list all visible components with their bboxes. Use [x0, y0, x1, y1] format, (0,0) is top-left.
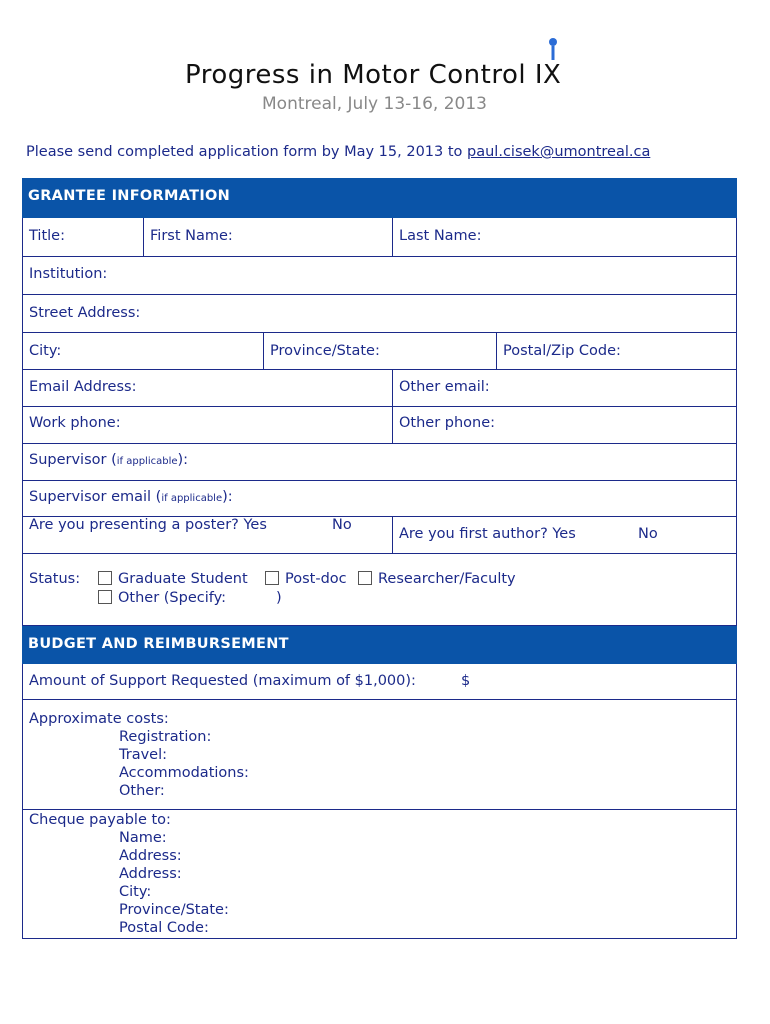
poster-no-option[interactable]: No	[332, 517, 352, 533]
status-option-graduate[interactable]	[98, 571, 248, 587]
researcher-label: Researcher/Faculty	[378, 571, 516, 587]
cheque-postal-code: Postal Code:	[119, 920, 209, 936]
logo-figure-icon	[545, 36, 561, 62]
phone-row	[22, 407, 737, 444]
email-field[interactable]	[23, 370, 392, 406]
city-label: City:	[29, 343, 62, 359]
instructions-text: Please send completed application form by May 15, 2013 to	[26, 144, 468, 160]
cheque-label: Cheque payable to:	[29, 812, 171, 828]
researcher-checkbox[interactable]	[358, 571, 372, 585]
street-address-label: Street Address:	[29, 305, 141, 321]
cheque-section[interactable]	[22, 810, 737, 939]
supervisor-note: if applicable	[116, 456, 178, 467]
contact-email-link[interactable]: paul.cisek@umontreal.ca	[467, 144, 651, 160]
cost-registration: Registration:	[119, 729, 212, 745]
supervisor-email-label	[29, 489, 233, 505]
amount-field[interactable]	[22, 664, 737, 700]
cost-travel: Travel:	[119, 747, 167, 763]
author-question: Are you first author? Yes	[399, 526, 576, 542]
status-label: Status:	[29, 571, 81, 587]
status-option-other[interactable]	[98, 590, 226, 606]
email-row	[22, 370, 737, 407]
institution-field[interactable]	[22, 257, 737, 295]
cost-accommodations: Accommodations:	[119, 765, 249, 781]
poster-question-cell	[23, 517, 392, 553]
other-phone-label: Other phone:	[399, 415, 496, 431]
status-option-researcher[interactable]	[358, 571, 516, 587]
work-phone-label: Work phone:	[29, 415, 121, 431]
supervisor-email-note: if applicable	[161, 493, 223, 504]
conference-title	[185, 60, 561, 90]
supervisor-close: ):	[177, 452, 189, 468]
costs-label: Approximate costs:	[29, 711, 169, 727]
other-email-field[interactable]	[392, 370, 736, 406]
city-row	[22, 333, 737, 370]
institution-label: Institution:	[29, 266, 108, 282]
author-question-cell	[392, 517, 736, 553]
cost-other: Other:	[119, 783, 165, 799]
supervisor-email-label-text: Supervisor email (	[29, 489, 162, 505]
postdoc-label: Post-doc	[285, 571, 347, 587]
supervisor-label-text: Supervisor (	[29, 452, 117, 468]
city-field[interactable]	[23, 333, 263, 369]
author-no-option[interactable]: No	[638, 526, 658, 542]
postdoc-checkbox[interactable]	[265, 571, 279, 585]
last-name-label: Last Name:	[399, 228, 482, 244]
other-email-label: Other email:	[399, 379, 490, 395]
title-middle: Motor	[342, 60, 420, 90]
cheque-address-2: Address:	[119, 866, 182, 882]
conference-subtitle: Montreal, July 13-16, 2013	[262, 94, 487, 114]
province-field[interactable]	[263, 333, 496, 369]
first-name-label: First Name:	[150, 228, 233, 244]
grantee-section-header	[22, 178, 737, 218]
amount-label: Amount of Support Requested (maximum of $1,000):	[29, 673, 416, 689]
cheque-name: Name:	[119, 830, 167, 846]
graduate-checkbox[interactable]	[98, 571, 112, 585]
submission-instructions	[26, 144, 650, 160]
cheque-address-1: Address:	[119, 848, 182, 864]
graduate-label: Graduate Student	[118, 571, 248, 587]
costs-block	[29, 710, 249, 800]
province-label: Province/State:	[270, 343, 380, 359]
title-suffix: Control IX	[419, 60, 562, 90]
poster-row	[22, 517, 737, 554]
postal-field[interactable]	[496, 333, 736, 369]
first-name-field[interactable]	[143, 218, 392, 256]
title-prefix: Progress in	[185, 60, 343, 90]
budget-heading: BUDGET AND REIMBURSEMENT	[28, 636, 289, 652]
street-address-field[interactable]	[22, 295, 737, 333]
supervisor-email-close: ):	[222, 489, 233, 505]
postal-label: Postal/Zip Code:	[503, 343, 621, 359]
email-label: Email Address:	[29, 379, 137, 395]
cheque-block	[29, 811, 229, 937]
grantee-heading: GRANTEE INFORMATION	[28, 188, 231, 204]
poster-question: Are you presenting a poster? Yes	[29, 517, 267, 533]
work-phone-field[interactable]	[23, 407, 392, 443]
status-other-close: )	[276, 590, 282, 606]
status-option-postdoc[interactable]	[265, 571, 347, 587]
costs-section[interactable]	[22, 700, 737, 810]
other-phone-field[interactable]	[392, 407, 736, 443]
cheque-city: City:	[119, 884, 152, 900]
title-field[interactable]	[23, 218, 143, 256]
other-checkbox[interactable]	[98, 590, 112, 604]
last-name-field[interactable]	[392, 218, 736, 256]
budget-section-header	[22, 626, 737, 664]
supervisor-label	[29, 452, 188, 468]
cheque-province: Province/State:	[119, 902, 229, 918]
currency-symbol: $	[461, 673, 471, 689]
supervisor-field[interactable]	[22, 444, 737, 481]
status-row	[22, 554, 737, 626]
other-label: Other (Specify:	[118, 590, 227, 606]
title-label: Title:	[29, 228, 65, 244]
name-row	[22, 218, 737, 257]
supervisor-email-field[interactable]	[22, 481, 737, 517]
